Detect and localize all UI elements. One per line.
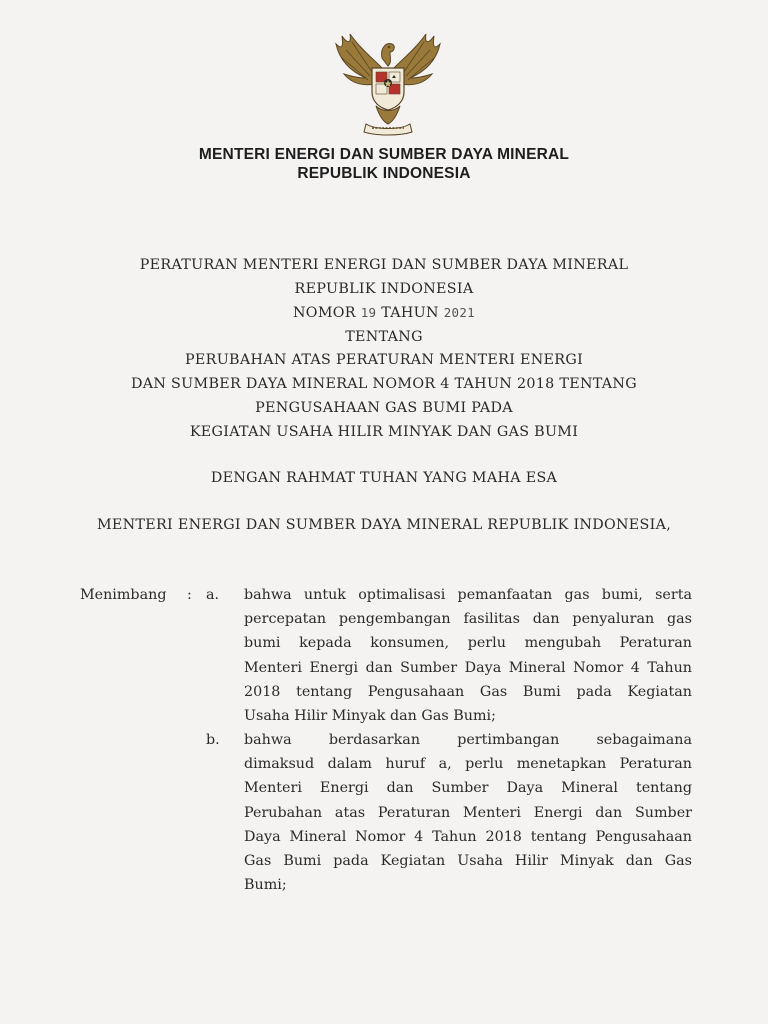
paragraph-line: Usaha Hilir Minyak dan Gas Bumi; xyxy=(244,708,496,725)
paragraph-line: Menteri Energi dan Sumber Daya Mineral Nomor 4 Tahun xyxy=(244,659,692,676)
subject-line1: PERUBAHAN ATAS PERATURAN MENTERI ENERGI xyxy=(184,352,584,368)
menimbang-colon: : xyxy=(187,587,192,603)
ministry-country: REPUBLIK INDONESIA xyxy=(297,165,471,182)
consideration-item-b xyxy=(244,728,692,897)
subject-line3: PENGUSAHAAN GAS BUMI PADA xyxy=(255,400,513,416)
regulation-title-line2: REPUBLIK INDONESIA xyxy=(294,281,474,297)
authority-statement: MENTERI ENERGI DAN SUMBER DAYA MINERAL REPUBLIK INDONESIA, xyxy=(96,517,672,533)
paragraph-line: Perubahan atas Peraturan Menteri Energi dan Sumber xyxy=(244,804,692,821)
regulation-number xyxy=(0,305,768,321)
paragraph-line: dimaksud dalam huruf a, perlu menetapkan Peraturan xyxy=(244,756,692,773)
garuda-emblem-icon xyxy=(332,28,444,138)
paragraph-line: bumi kepada konsumen, perlu mengubah Peraturan xyxy=(244,635,692,652)
subject-line4: KEGIATAN USAHA HILIR MINYAK DAN GAS BUMI xyxy=(189,424,579,440)
nomor-label: NOMOR xyxy=(292,305,356,321)
paragraph-line: 2018 tentang Pengusahaan Gas Bumi pada Kegiatan xyxy=(244,683,692,700)
consideration-item-a xyxy=(244,583,692,728)
paragraph-line: bahwa berdasarkan pertimbangan sebagaimana xyxy=(244,732,692,748)
paragraph-line: Menteri Energi dan Sumber Daya Mineral tentang xyxy=(244,780,692,797)
regulation-title-line1: PERATURAN MENTERI ENERGI DAN SUMBER DAYA MINERAL xyxy=(139,257,629,273)
menimbang-label: Menimbang xyxy=(80,587,167,603)
item-letter: a. xyxy=(206,587,220,603)
paragraph-line: Bumi; xyxy=(244,877,287,894)
tahun-value: 2021 xyxy=(443,305,475,320)
paragraph-line: bahwa untuk optimalisasi pemanfaatan gas bumi, serta xyxy=(244,587,692,603)
tahun-label: TAHUN xyxy=(381,305,439,321)
item-letter: b. xyxy=(206,732,220,748)
nomor-value: 19 xyxy=(360,305,377,320)
paragraph-line: Daya Mineral Nomor 4 Tahun 2018 tentang Pengusahaan xyxy=(244,828,692,845)
ministry-name: MENTERI ENERGI DAN SUMBER DAYA MINERAL xyxy=(198,146,570,163)
paragraph-line: Gas Bumi pada Kegiatan Usaha Hilir Minyak dan Gas xyxy=(244,853,692,870)
subject-line2: DAN SUMBER DAYA MINERAL NOMOR 4 TAHUN 2018 TENTANG xyxy=(131,376,637,392)
paragraph-line: percepatan pengembangan fasilitas dan penyaluran gas xyxy=(244,611,692,628)
rahmat-statement: DENGAN RAHMAT TUHAN YANG MAHA ESA xyxy=(210,470,558,486)
tentang-heading: TENTANG xyxy=(345,329,423,345)
